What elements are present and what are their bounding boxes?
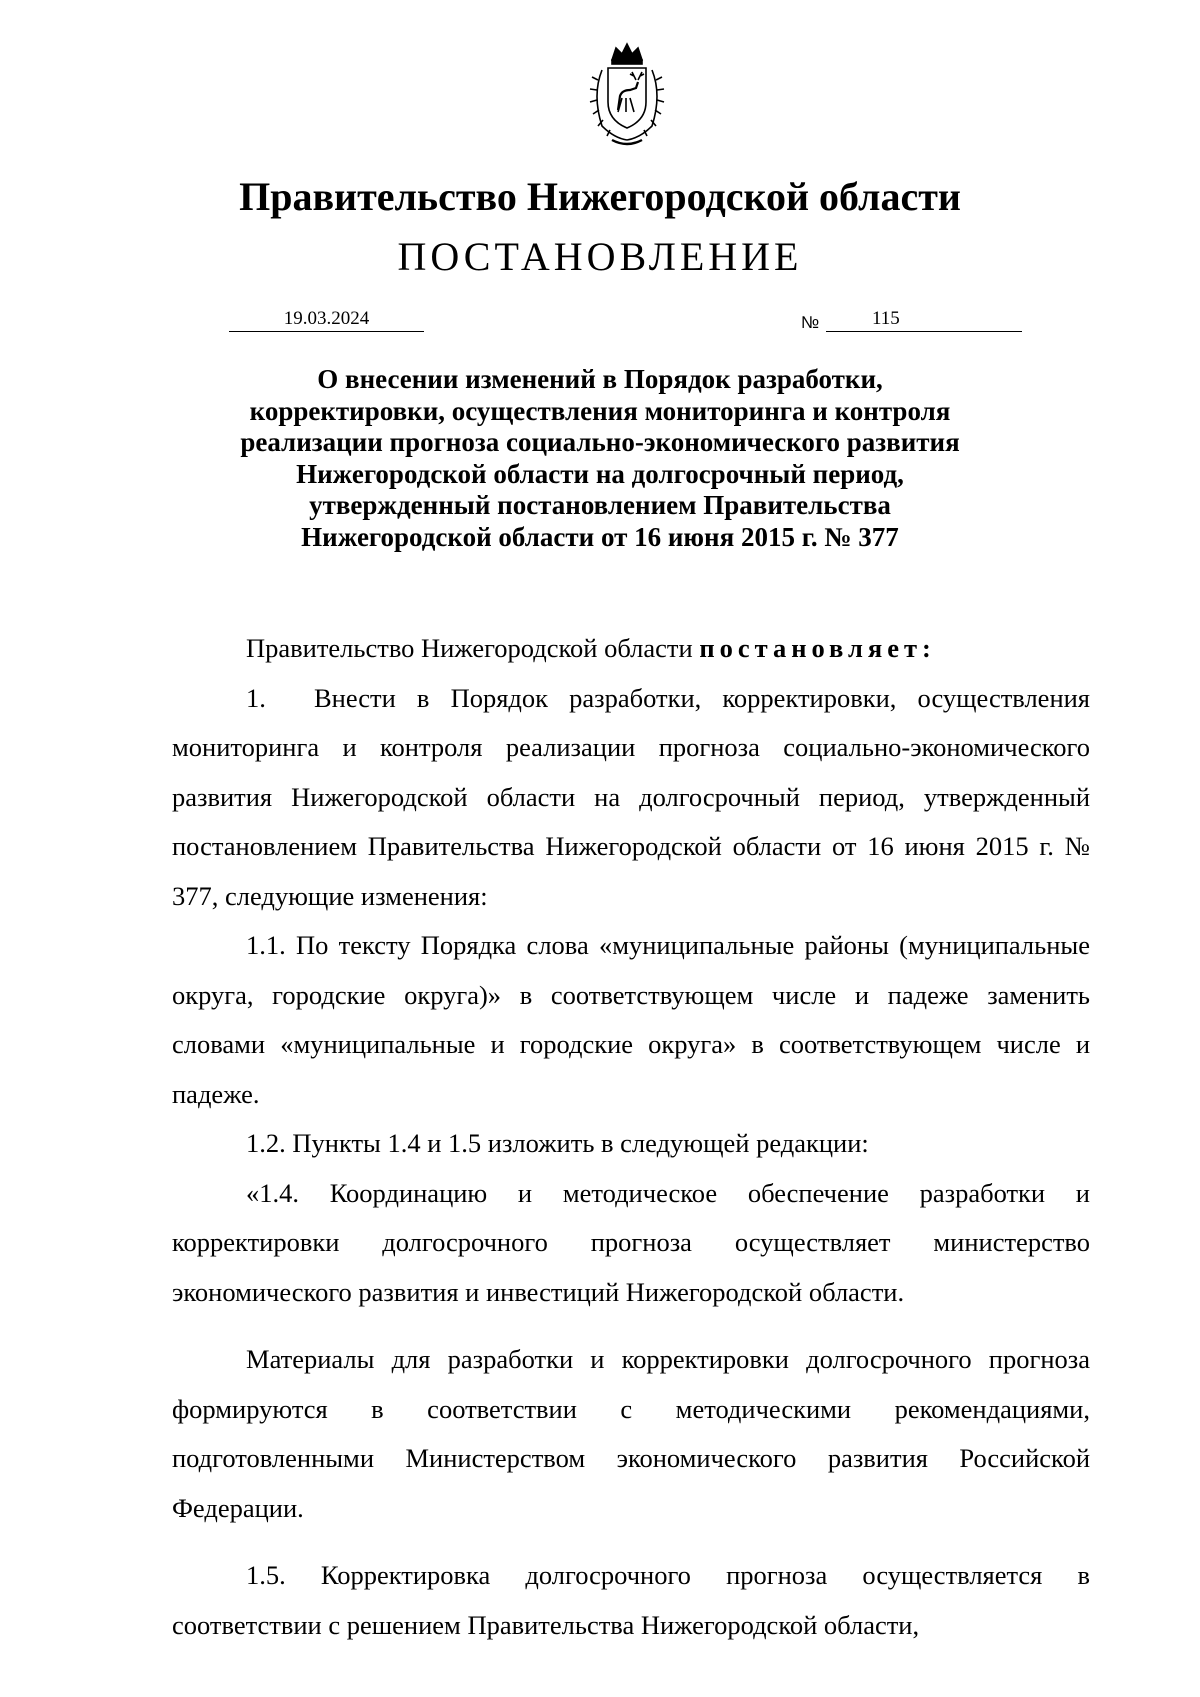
resolution-intro	[172, 624, 1090, 674]
paragraph-number: 1.	[246, 682, 266, 713]
title-line: Нижегородской области от 16 июня 2015 г. № 377	[301, 521, 899, 552]
paragraph-1-4: «1.4. Координацию и методическое обеспечение разработки и корректировки долгосрочного прогноза осуществляет министерство экономического развития и инвестиций Нижегородской области.	[172, 1177, 1090, 1307]
paragraph-1-text: Внести в Порядок разработки, корректировки, осуществления мониторинга и контроля реализации прогноза социально-экономического развития Нижегородской области на долгосрочный период, утвержденный постановлением Правительства Нижегородской области от 16 июня 2015 г. № 377, следующие изменения:	[172, 682, 1090, 911]
title-line: Нижегородской области на долгосрочный период,	[296, 458, 904, 489]
title-line: корректировки, осуществления мониторинга и контроля	[249, 395, 951, 426]
document-type: ПОСТАНОВЛЕНИЕ	[397, 234, 803, 279]
intro-text: Правительство Нижегородской области	[246, 633, 693, 663]
paragraph-1-4-continued: Материалы для разработки и корректировки долгосрочного прогноза формируются в соответствии с методическими рекомендациями, подготовленными Министерством экономического развития Российской Федерации.	[172, 1344, 1090, 1523]
paragraph-1-5: 1.5. Корректировка долгосрочного прогноза осуществляется в соответствии с решением Правительства Нижегородской области,	[172, 1560, 1090, 1640]
organization-name: Правительство Нижегородской области	[239, 174, 961, 219]
paragraph-1-1: 1.1. По тексту Порядка слова «муниципальные районы (муниципальные округа, городские округа)» в соответствующем числе и падеже заменить словами «муниципальные и городские округа» в соответствующем числе и падеже.	[172, 930, 1090, 1109]
number-sign: №	[801, 313, 820, 332]
document-body	[172, 624, 1090, 1650]
coat-of-arms-icon	[572, 40, 682, 150]
document-date: 19.03.2024	[229, 306, 424, 332]
document-number: 115	[826, 306, 1022, 332]
title-line: реализации прогноза социально-экономического развития	[240, 427, 960, 457]
title-line: О внесении изменений в Порядок разработки,	[317, 364, 883, 394]
title-line: утвержденный постановлением Правительства	[309, 490, 891, 520]
document-title	[160, 364, 1040, 553]
resolves-word: постановляет:	[699, 633, 936, 663]
paragraph-1	[172, 674, 1090, 922]
paragraph-1-2: 1.2. Пункты 1.4 и 1.5 изложить в следующей редакции:	[246, 1128, 869, 1158]
